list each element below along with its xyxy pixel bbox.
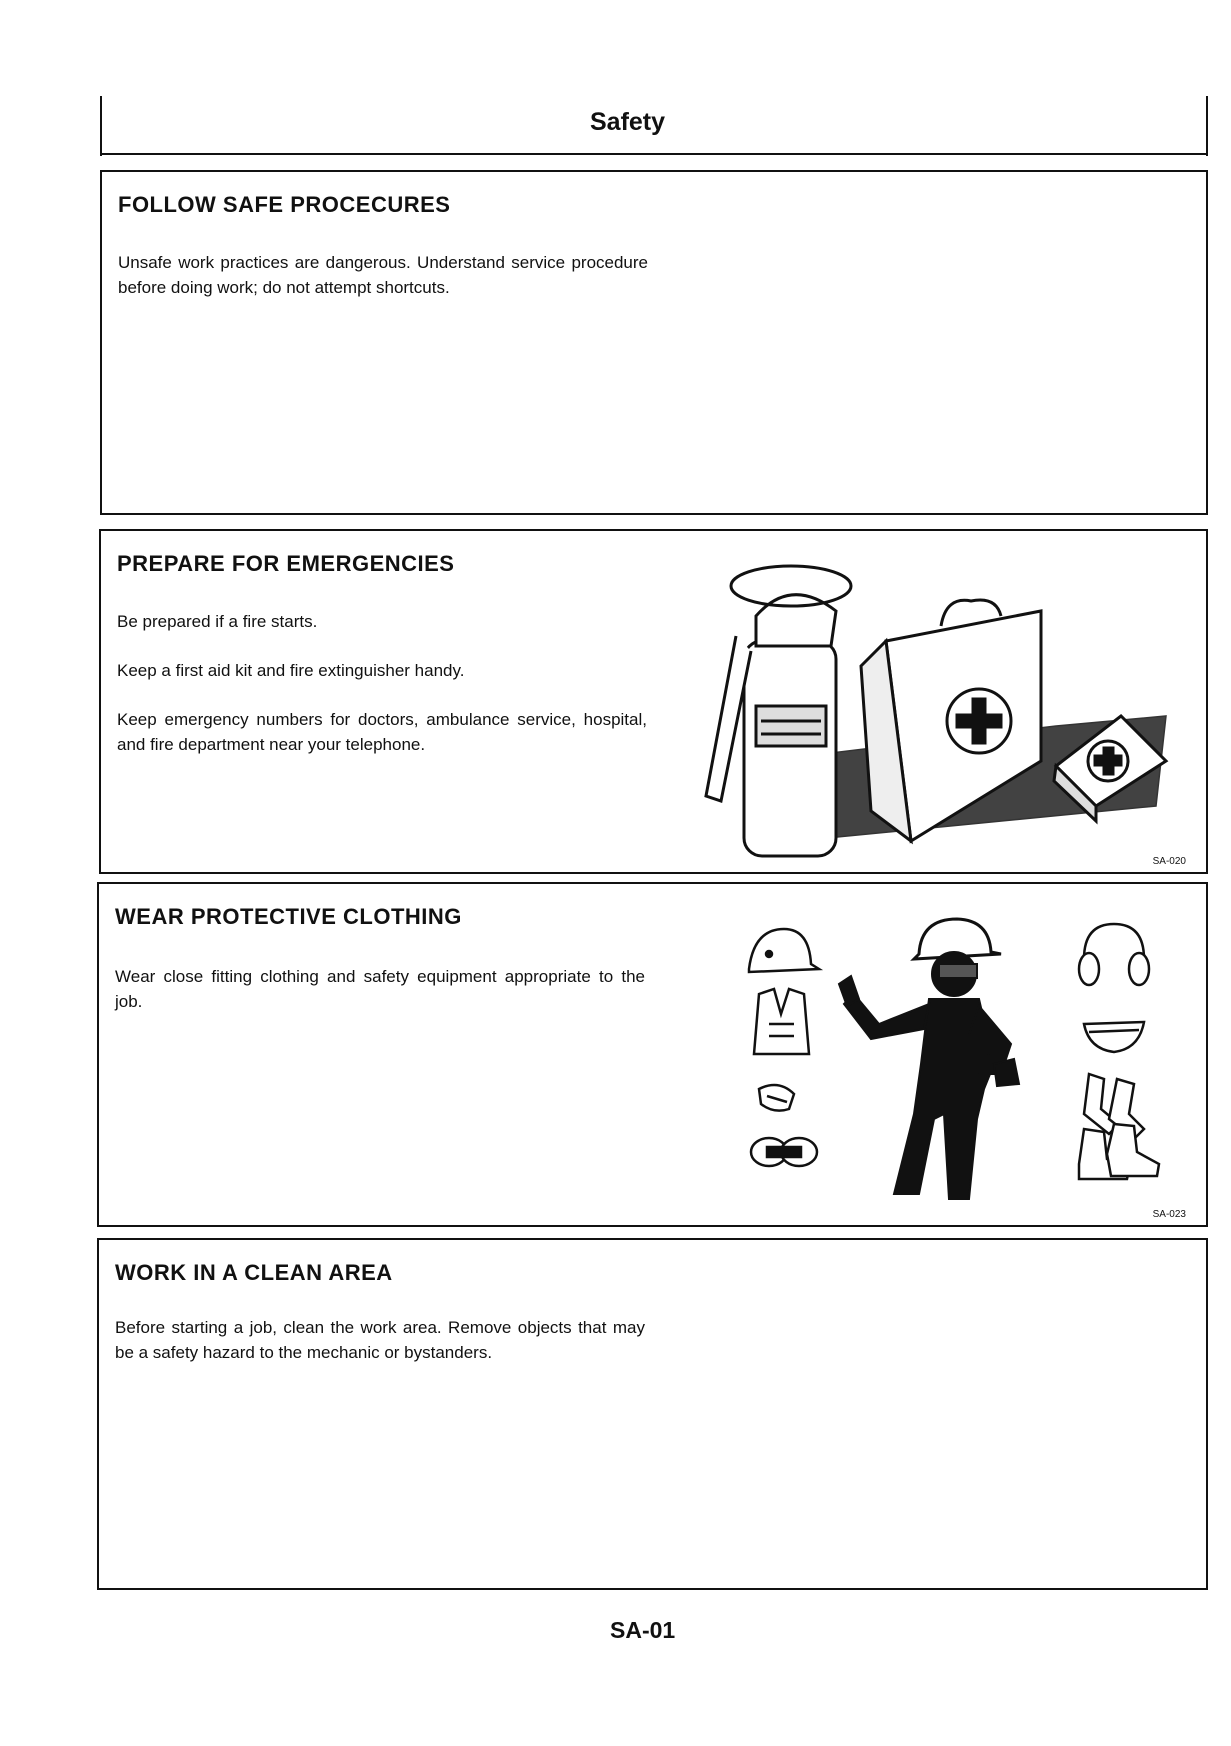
section-follow-safe-procedures [100, 170, 1208, 515]
section-work-in-clean-area [97, 1238, 1208, 1590]
section-paragraph: Wear close fitting clothing and safety equipment appropriate to the job. [115, 967, 645, 1011]
section-body [117, 609, 647, 781]
section-paragraph: Before starting a job, clean the work area. Remove objects that may be a safety hazard to the mechanic or bystanders. [115, 1318, 645, 1362]
fire-extinguisher-first-aid-illustration [696, 556, 1196, 861]
page-number: SA-01 [610, 1617, 676, 1643]
protective-clothing-illustration [739, 914, 1189, 1204]
safety-boots-icon [1079, 1124, 1159, 1179]
header-border-right [1206, 96, 1208, 156]
section-body [115, 964, 645, 1038]
respirator-icon [759, 1085, 794, 1111]
hard-hat-icon [749, 929, 819, 972]
section-prepare-for-emergencies [99, 529, 1208, 874]
section-paragraph: Be prepared if a fire starts. [117, 612, 318, 631]
section-heading: FOLLOW SAFE PROCECURES [118, 192, 451, 217]
page-title: Safety [590, 108, 666, 136]
fire-extinguisher-icon [706, 566, 851, 856]
worker-silhouette-icon [839, 919, 1019, 1199]
section-heading: PREPARE FOR EMERGENCIES [117, 551, 455, 576]
section-heading: WEAR PROTECTIVE CLOTHING [115, 904, 462, 929]
section-wear-protective-clothing [97, 882, 1208, 1227]
header-border-left [100, 96, 102, 156]
section-heading: WORK IN A CLEAN AREA [115, 1260, 393, 1285]
ear-muffs-icon [1079, 924, 1149, 985]
figure-code: SA-023 [1152, 1209, 1186, 1220]
safety-vest-icon [754, 989, 809, 1054]
face-shield-icon [1084, 1022, 1144, 1052]
section-body [118, 250, 648, 324]
section-paragraph: Unsafe work practices are dangerous. Understand service procedure before doing work; do not attempt shortcuts. [118, 253, 648, 297]
section-paragraph: Keep a first aid kit and fire extinguisher handy. [117, 661, 465, 680]
header-rule [100, 153, 1208, 155]
safety-goggles-icon [751, 1138, 817, 1166]
section-paragraph: Keep emergency numbers for doctors, ambulance service, hospital, and fire department near your telephone. [117, 710, 647, 754]
section-body [115, 1315, 645, 1389]
figure-code: SA-020 [1152, 856, 1186, 867]
